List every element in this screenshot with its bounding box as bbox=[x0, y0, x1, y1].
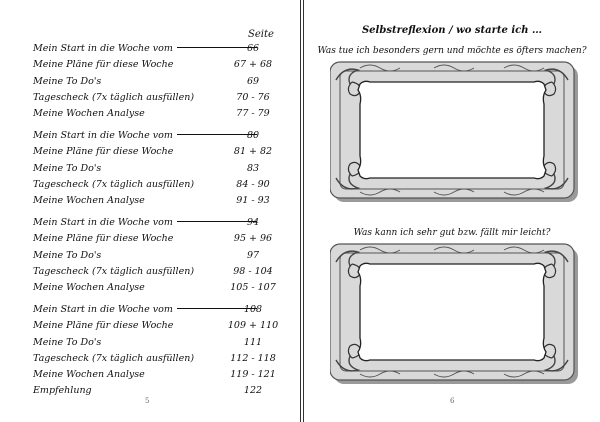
toc-row: Meine Wochen Analyse 105 - 107 bbox=[33, 282, 276, 294]
toc-group-4 bbox=[33, 302, 283, 400]
ornate-frame-1 bbox=[330, 60, 578, 202]
toc-row: Meine To Do's 111 bbox=[33, 336, 263, 348]
ornate-frame-2 bbox=[330, 242, 578, 384]
toc-row: Tagescheck (7x täglich ausfüllen) 98 - 104 bbox=[33, 265, 273, 277]
toc-row: Meine Wochen Analyse 77 - 79 bbox=[33, 108, 270, 120]
toc-row: Meine To Do's 69 bbox=[33, 75, 260, 87]
toc-row: Meine Pläne für diese Woche 95 + 96 bbox=[33, 233, 273, 245]
toc-header: Seite bbox=[248, 29, 274, 40]
toc-row: Empfehlung 122 bbox=[33, 385, 263, 397]
toc-row: Mein Start in die Woche vom 66 bbox=[33, 43, 260, 54]
toc-group-1 bbox=[33, 41, 283, 122]
toc-row: Mein Start in die Woche vom 94 bbox=[33, 217, 260, 228]
page-title: Selbstreflexion / wo starte ich … bbox=[361, 25, 543, 36]
toc-row: Meine Pläne für diese Woche 81 + 82 bbox=[33, 146, 273, 158]
toc-row: Meine Wochen Analyse 119 - 121 bbox=[33, 369, 276, 381]
toc-group-2 bbox=[33, 128, 283, 209]
right-page bbox=[304, 0, 600, 422]
toc-row: Tagescheck (7x täglich ausfüllen) 84 - 90 bbox=[33, 178, 270, 190]
toc-row: Mein Start in die Woche vom 108 bbox=[33, 304, 263, 315]
toc-row: Mein Start in die Woche vom 80 bbox=[33, 130, 260, 141]
toc-row: Meine Pläne für diese Woche 67 + 68 bbox=[33, 59, 273, 71]
question-1: Was tue ich besonders gern und möchte es öfters machen? bbox=[317, 46, 587, 56]
toc-row: Meine Wochen Analyse 91 - 93 bbox=[33, 195, 270, 207]
toc-row: Tagescheck (7x täglich ausfüllen) 112 - 118 bbox=[33, 352, 276, 364]
toc-row: Meine To Do's 97 bbox=[33, 249, 260, 261]
page-number: 6 bbox=[450, 397, 455, 405]
toc-row: Tagescheck (7x täglich ausfüllen) 70 - 76 bbox=[33, 91, 270, 103]
question-2: Was kann ich sehr gut bzw. fällt mir leicht? bbox=[353, 228, 551, 238]
toc-group-3 bbox=[33, 215, 283, 296]
page-gutter bbox=[300, 0, 301, 422]
toc-row: Meine Pläne für diese Woche 109 + 110 bbox=[33, 320, 279, 332]
toc-row: Meine To Do's 83 bbox=[33, 162, 260, 174]
page-number: 5 bbox=[145, 397, 150, 405]
